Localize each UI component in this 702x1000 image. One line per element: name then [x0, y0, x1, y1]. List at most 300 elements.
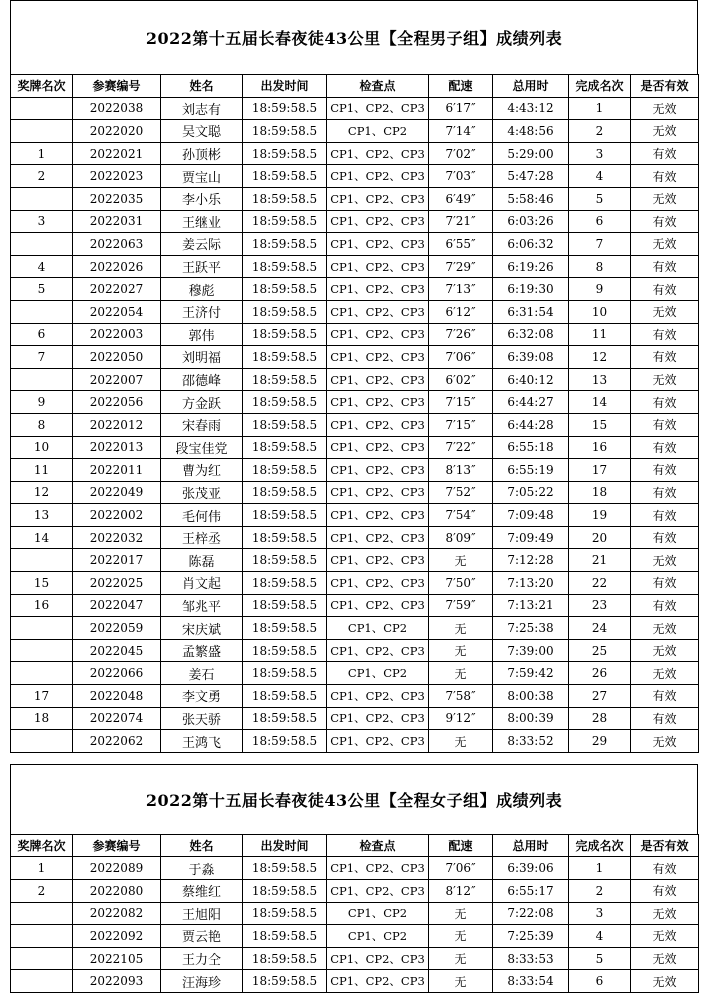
cell-pace: 7′13″ — [429, 278, 493, 301]
cell-validity: 有效 — [631, 165, 699, 188]
cell-name: 宋春雨 — [161, 413, 243, 436]
cell-pace: 7′06″ — [429, 857, 493, 880]
cell-total-time: 7:05:22 — [493, 481, 569, 504]
cell-name: 汪海珍 — [161, 970, 243, 993]
cell-start-time: 18:59:58.5 — [243, 255, 327, 278]
table-row — [11, 436, 699, 459]
cell-finish-rank: 16 — [569, 436, 631, 459]
column-header-pace: 配速 — [429, 834, 493, 857]
table-row — [11, 142, 699, 165]
cell-start-time: 18:59:58.5 — [243, 594, 327, 617]
table-row — [11, 346, 699, 369]
cell-bib-number: 2022027 — [73, 278, 161, 301]
column-header-bib-number: 参赛编号 — [73, 834, 161, 857]
cell-medal-rank: 6 — [11, 323, 73, 346]
cell-checkpoints: CP1、CP2、CP3 — [327, 278, 429, 301]
cell-total-time: 5:47:28 — [493, 165, 569, 188]
cell-total-time: 6:39:08 — [493, 346, 569, 369]
cell-start-time: 18:59:58.5 — [243, 142, 327, 165]
cell-bib-number: 2022066 — [73, 662, 161, 685]
table-row — [11, 300, 699, 323]
cell-total-time: 6:44:28 — [493, 413, 569, 436]
cell-total-time: 6:55:17 — [493, 880, 569, 903]
cell-bib-number: 2022063 — [73, 233, 161, 256]
cell-name: 张茂亚 — [161, 481, 243, 504]
cell-total-time: 7:12:28 — [493, 549, 569, 572]
column-header-name: 姓名 — [161, 75, 243, 98]
cell-validity: 有效 — [631, 459, 699, 482]
cell-finish-rank: 27 — [569, 685, 631, 708]
table-row — [11, 481, 699, 504]
cell-checkpoints: CP1、CP2、CP3 — [327, 857, 429, 880]
cell-finish-rank: 25 — [569, 639, 631, 662]
cell-medal-rank — [11, 970, 73, 993]
cell-total-time: 4:43:12 — [493, 97, 569, 120]
cell-pace: 8′09″ — [429, 526, 493, 549]
cell-medal-rank: 9 — [11, 391, 73, 414]
cell-medal-rank: 10 — [11, 436, 73, 459]
cell-medal-rank: 4 — [11, 255, 73, 278]
cell-bib-number: 2022047 — [73, 594, 161, 617]
cell-checkpoints: CP1、CP2 — [327, 120, 429, 143]
cell-start-time: 18:59:58.5 — [243, 970, 327, 993]
cell-checkpoints: CP1、CP2、CP3 — [327, 947, 429, 970]
cell-start-time: 18:59:58.5 — [243, 947, 327, 970]
cell-bib-number: 2022003 — [73, 323, 161, 346]
cell-name: 王济付 — [161, 300, 243, 323]
cell-bib-number: 2022080 — [73, 880, 161, 903]
cell-name: 段宝佳党 — [161, 436, 243, 459]
cell-finish-rank: 20 — [569, 526, 631, 549]
cell-medal-rank — [11, 97, 73, 120]
cell-medal-rank — [11, 187, 73, 210]
cell-validity: 无效 — [631, 925, 699, 948]
cell-name: 于淼 — [161, 857, 243, 880]
column-header-bib-number: 参赛编号 — [73, 75, 161, 98]
cell-finish-rank: 13 — [569, 368, 631, 391]
table-row — [11, 255, 699, 278]
table-row — [11, 391, 699, 414]
cell-medal-rank: 1 — [11, 857, 73, 880]
cell-medal-rank — [11, 639, 73, 662]
cell-start-time: 18:59:58.5 — [243, 572, 327, 595]
section-gap — [10, 753, 698, 764]
cell-bib-number: 2022023 — [73, 165, 161, 188]
column-header-checkpoints: 检查点 — [327, 834, 429, 857]
cell-pace: 7′22″ — [429, 436, 493, 459]
cell-validity: 无效 — [631, 902, 699, 925]
cell-start-time: 18:59:58.5 — [243, 187, 327, 210]
cell-bib-number: 2022054 — [73, 300, 161, 323]
cell-bib-number: 2022089 — [73, 857, 161, 880]
cell-validity: 有效 — [631, 323, 699, 346]
men-table-title: 2022第十五届长春夜徒43公里【全程男子组】成绩列表 — [10, 0, 698, 74]
table-row — [11, 857, 699, 880]
men-table-body — [11, 97, 699, 752]
cell-validity: 有效 — [631, 880, 699, 903]
cell-total-time: 6:55:19 — [493, 459, 569, 482]
cell-pace: 无 — [429, 617, 493, 640]
cell-checkpoints: CP1、CP2、CP3 — [327, 142, 429, 165]
cell-finish-rank: 2 — [569, 120, 631, 143]
cell-total-time: 5:29:00 — [493, 142, 569, 165]
cell-bib-number: 2022025 — [73, 572, 161, 595]
cell-validity: 有效 — [631, 346, 699, 369]
cell-start-time: 18:59:58.5 — [243, 707, 327, 730]
cell-bib-number: 2022017 — [73, 549, 161, 572]
cell-bib-number: 2022011 — [73, 459, 161, 482]
cell-finish-rank: 15 — [569, 413, 631, 436]
cell-medal-rank: 17 — [11, 685, 73, 708]
cell-medal-rank — [11, 120, 73, 143]
cell-pace: 无 — [429, 947, 493, 970]
cell-pace: 7′26″ — [429, 323, 493, 346]
cell-finish-rank: 1 — [569, 857, 631, 880]
cell-name: 吴文聪 — [161, 120, 243, 143]
cell-start-time: 18:59:58.5 — [243, 459, 327, 482]
cell-validity: 无效 — [631, 120, 699, 143]
results-sheet — [10, 0, 698, 993]
cell-bib-number: 2022026 — [73, 255, 161, 278]
column-header-start-time: 出发时间 — [243, 834, 327, 857]
cell-medal-rank: 2 — [11, 880, 73, 903]
cell-validity: 有效 — [631, 413, 699, 436]
cell-bib-number: 2022012 — [73, 413, 161, 436]
cell-validity: 无效 — [631, 730, 699, 753]
cell-name: 张天骄 — [161, 707, 243, 730]
cell-bib-number: 2022105 — [73, 947, 161, 970]
cell-checkpoints: CP1、CP2、CP3 — [327, 255, 429, 278]
column-header-medal-rank: 奖牌名次 — [11, 75, 73, 98]
cell-name: 宋庆斌 — [161, 617, 243, 640]
cell-checkpoints: CP1、CP2、CP3 — [327, 368, 429, 391]
cell-pace: 7′15″ — [429, 391, 493, 414]
cell-total-time: 6:06:32 — [493, 233, 569, 256]
cell-bib-number: 2022074 — [73, 707, 161, 730]
cell-start-time: 18:59:58.5 — [243, 902, 327, 925]
cell-medal-rank — [11, 300, 73, 323]
cell-bib-number: 2022049 — [73, 481, 161, 504]
cell-checkpoints: CP1、CP2、CP3 — [327, 504, 429, 527]
men-header-row — [11, 75, 699, 98]
women-header-row — [11, 834, 699, 857]
table-row — [11, 639, 699, 662]
table-row — [11, 413, 699, 436]
cell-medal-rank — [11, 617, 73, 640]
cell-name: 姜云际 — [161, 233, 243, 256]
cell-validity: 有效 — [631, 685, 699, 708]
cell-pace: 6′55″ — [429, 233, 493, 256]
cell-checkpoints: CP1、CP2、CP3 — [327, 233, 429, 256]
cell-total-time: 8:33:54 — [493, 970, 569, 993]
cell-finish-rank: 21 — [569, 549, 631, 572]
cell-pace: 无 — [429, 549, 493, 572]
table-row — [11, 685, 699, 708]
cell-checkpoints: CP1、CP2 — [327, 902, 429, 925]
cell-checkpoints: CP1、CP2、CP3 — [327, 594, 429, 617]
cell-name: 王力仝 — [161, 947, 243, 970]
cell-finish-rank: 11 — [569, 323, 631, 346]
cell-start-time: 18:59:58.5 — [243, 346, 327, 369]
cell-name: 孙顶彬 — [161, 142, 243, 165]
cell-total-time: 7:13:20 — [493, 572, 569, 595]
cell-checkpoints: CP1、CP2、CP3 — [327, 707, 429, 730]
table-row — [11, 662, 699, 685]
cell-finish-rank: 6 — [569, 210, 631, 233]
table-row — [11, 572, 699, 595]
cell-checkpoints: CP1、CP2、CP3 — [327, 413, 429, 436]
cell-validity: 无效 — [631, 97, 699, 120]
cell-name: 邵德峰 — [161, 368, 243, 391]
cell-name: 方金跃 — [161, 391, 243, 414]
cell-finish-rank: 1 — [569, 97, 631, 120]
column-header-medal-rank: 奖牌名次 — [11, 834, 73, 857]
cell-start-time: 18:59:58.5 — [243, 391, 327, 414]
cell-bib-number: 2022032 — [73, 526, 161, 549]
cell-total-time: 4:48:56 — [493, 120, 569, 143]
cell-bib-number: 2022045 — [73, 639, 161, 662]
cell-start-time: 18:59:58.5 — [243, 925, 327, 948]
cell-bib-number: 2022062 — [73, 730, 161, 753]
cell-total-time: 7:25:38 — [493, 617, 569, 640]
table-row — [11, 210, 699, 233]
cell-medal-rank: 13 — [11, 504, 73, 527]
cell-validity: 有效 — [631, 857, 699, 880]
cell-checkpoints: CP1、CP2、CP3 — [327, 549, 429, 572]
column-header-total-time: 总用时 — [493, 75, 569, 98]
cell-name: 贾云艳 — [161, 925, 243, 948]
cell-finish-rank: 28 — [569, 707, 631, 730]
cell-pace: 无 — [429, 925, 493, 948]
cell-pace: 7′59″ — [429, 594, 493, 617]
cell-start-time: 18:59:58.5 — [243, 323, 327, 346]
cell-total-time: 6:31:54 — [493, 300, 569, 323]
table-row — [11, 504, 699, 527]
cell-checkpoints: CP1、CP2、CP3 — [327, 481, 429, 504]
women-table-body — [11, 857, 699, 993]
cell-pace: 7′50″ — [429, 572, 493, 595]
cell-start-time: 18:59:58.5 — [243, 685, 327, 708]
column-header-validity: 是否有效 — [631, 834, 699, 857]
cell-validity: 无效 — [631, 639, 699, 662]
column-header-finish-rank: 完成名次 — [569, 834, 631, 857]
cell-start-time: 18:59:58.5 — [243, 210, 327, 233]
cell-total-time: 6:32:08 — [493, 323, 569, 346]
cell-finish-rank: 29 — [569, 730, 631, 753]
cell-pace: 7′52″ — [429, 481, 493, 504]
cell-name: 王鸿飞 — [161, 730, 243, 753]
cell-checkpoints: CP1、CP2、CP3 — [327, 300, 429, 323]
column-header-finish-rank: 完成名次 — [569, 75, 631, 98]
column-header-start-time: 出发时间 — [243, 75, 327, 98]
cell-pace: 6′12″ — [429, 300, 493, 323]
cell-pace: 7′03″ — [429, 165, 493, 188]
cell-start-time: 18:59:58.5 — [243, 120, 327, 143]
cell-total-time: 8:33:53 — [493, 947, 569, 970]
cell-start-time: 18:59:58.5 — [243, 639, 327, 662]
table-row — [11, 233, 699, 256]
table-row — [11, 526, 699, 549]
cell-checkpoints: CP1、CP2、CP3 — [327, 436, 429, 459]
cell-total-time: 7:39:00 — [493, 639, 569, 662]
cell-validity: 有效 — [631, 572, 699, 595]
cell-bib-number: 2022038 — [73, 97, 161, 120]
cell-finish-rank: 2 — [569, 880, 631, 903]
cell-finish-rank: 8 — [569, 255, 631, 278]
cell-name: 陈磊 — [161, 549, 243, 572]
cell-bib-number: 2022056 — [73, 391, 161, 414]
column-header-pace: 配速 — [429, 75, 493, 98]
cell-finish-rank: 7 — [569, 233, 631, 256]
cell-checkpoints: CP1、CP2、CP3 — [327, 346, 429, 369]
cell-checkpoints: CP1、CP2、CP3 — [327, 970, 429, 993]
cell-finish-rank: 4 — [569, 165, 631, 188]
cell-validity: 无效 — [631, 662, 699, 685]
cell-validity: 有效 — [631, 391, 699, 414]
cell-pace: 6′49″ — [429, 187, 493, 210]
cell-medal-rank — [11, 902, 73, 925]
cell-finish-rank: 14 — [569, 391, 631, 414]
column-header-validity: 是否有效 — [631, 75, 699, 98]
table-row — [11, 880, 699, 903]
cell-name: 王跃平 — [161, 255, 243, 278]
cell-start-time: 18:59:58.5 — [243, 880, 327, 903]
cell-finish-rank: 18 — [569, 481, 631, 504]
cell-validity: 无效 — [631, 300, 699, 323]
cell-start-time: 18:59:58.5 — [243, 368, 327, 391]
table-row — [11, 902, 699, 925]
table-row — [11, 165, 699, 188]
cell-checkpoints: CP1、CP2、CP3 — [327, 187, 429, 210]
cell-bib-number: 2022035 — [73, 187, 161, 210]
cell-total-time: 7:09:49 — [493, 526, 569, 549]
cell-medal-rank — [11, 662, 73, 685]
table-row — [11, 947, 699, 970]
cell-name: 贾宝山 — [161, 165, 243, 188]
cell-checkpoints: CP1、CP2 — [327, 925, 429, 948]
cell-total-time: 7:09:48 — [493, 504, 569, 527]
cell-name: 姜石 — [161, 662, 243, 685]
cell-medal-rank — [11, 368, 73, 391]
cell-total-time: 7:25:39 — [493, 925, 569, 948]
cell-finish-rank: 5 — [569, 947, 631, 970]
cell-name: 王继业 — [161, 210, 243, 233]
cell-validity: 有效 — [631, 707, 699, 730]
cell-finish-rank: 9 — [569, 278, 631, 301]
women-table-title: 2022第十五届长春夜徒43公里【全程女子组】成绩列表 — [10, 764, 698, 834]
cell-total-time: 8:33:52 — [493, 730, 569, 753]
cell-name: 刘志有 — [161, 97, 243, 120]
cell-total-time: 7:22:08 — [493, 902, 569, 925]
cell-bib-number: 2022002 — [73, 504, 161, 527]
cell-pace: 7′54″ — [429, 504, 493, 527]
cell-name: 穆彪 — [161, 278, 243, 301]
cell-total-time: 7:13:21 — [493, 594, 569, 617]
cell-finish-rank: 5 — [569, 187, 631, 210]
women-results-table — [10, 834, 699, 993]
cell-total-time: 6:40:12 — [493, 368, 569, 391]
table-row — [11, 187, 699, 210]
cell-name: 王梓丞 — [161, 526, 243, 549]
cell-start-time: 18:59:58.5 — [243, 617, 327, 640]
cell-medal-rank: 5 — [11, 278, 73, 301]
table-row — [11, 707, 699, 730]
cell-medal-rank: 14 — [11, 526, 73, 549]
cell-bib-number: 2022031 — [73, 210, 161, 233]
cell-pace: 7′21″ — [429, 210, 493, 233]
cell-checkpoints: CP1、CP2、CP3 — [327, 685, 429, 708]
column-header-checkpoints: 检查点 — [327, 75, 429, 98]
cell-validity: 有效 — [631, 142, 699, 165]
cell-total-time: 8:00:39 — [493, 707, 569, 730]
cell-medal-rank: 18 — [11, 707, 73, 730]
cell-validity: 有效 — [631, 504, 699, 527]
cell-name: 蔡维红 — [161, 880, 243, 903]
cell-name: 毛何伟 — [161, 504, 243, 527]
cell-pace: 6′17″ — [429, 97, 493, 120]
cell-validity: 无效 — [631, 970, 699, 993]
cell-bib-number: 2022092 — [73, 925, 161, 948]
cell-total-time: 6:19:30 — [493, 278, 569, 301]
cell-medal-rank — [11, 233, 73, 256]
cell-finish-rank: 6 — [569, 970, 631, 993]
cell-start-time: 18:59:58.5 — [243, 97, 327, 120]
cell-start-time: 18:59:58.5 — [243, 730, 327, 753]
cell-validity: 有效 — [631, 481, 699, 504]
cell-medal-rank — [11, 730, 73, 753]
cell-pace: 8′12″ — [429, 880, 493, 903]
cell-pace: 9′12″ — [429, 707, 493, 730]
cell-checkpoints: CP1、CP2、CP3 — [327, 210, 429, 233]
cell-validity: 有效 — [631, 278, 699, 301]
cell-total-time: 6:19:26 — [493, 255, 569, 278]
cell-validity: 有效 — [631, 594, 699, 617]
table-row — [11, 368, 699, 391]
cell-total-time: 6:39:06 — [493, 857, 569, 880]
cell-bib-number: 2022048 — [73, 685, 161, 708]
table-row — [11, 617, 699, 640]
cell-pace: 无 — [429, 730, 493, 753]
cell-total-time: 7:59:42 — [493, 662, 569, 685]
cell-finish-rank: 23 — [569, 594, 631, 617]
table-row — [11, 97, 699, 120]
cell-checkpoints: CP1、CP2、CP3 — [327, 880, 429, 903]
table-row — [11, 278, 699, 301]
cell-checkpoints: CP1、CP2、CP3 — [327, 572, 429, 595]
cell-pace: 无 — [429, 639, 493, 662]
cell-finish-rank: 17 — [569, 459, 631, 482]
cell-checkpoints: CP1、CP2、CP3 — [327, 323, 429, 346]
cell-validity: 有效 — [631, 526, 699, 549]
cell-checkpoints: CP1、CP2、CP3 — [327, 730, 429, 753]
cell-start-time: 18:59:58.5 — [243, 526, 327, 549]
cell-name: 李文勇 — [161, 685, 243, 708]
cell-checkpoints: CP1、CP2、CP3 — [327, 165, 429, 188]
cell-total-time: 6:03:26 — [493, 210, 569, 233]
cell-pace: 6′02″ — [429, 368, 493, 391]
cell-finish-rank: 26 — [569, 662, 631, 685]
cell-start-time: 18:59:58.5 — [243, 857, 327, 880]
cell-pace: 无 — [429, 970, 493, 993]
cell-checkpoints: CP1、CP2、CP3 — [327, 459, 429, 482]
cell-validity: 有效 — [631, 436, 699, 459]
cell-finish-rank: 10 — [569, 300, 631, 323]
cell-validity: 无效 — [631, 947, 699, 970]
cell-start-time: 18:59:58.5 — [243, 481, 327, 504]
cell-validity: 有效 — [631, 210, 699, 233]
cell-bib-number: 2022082 — [73, 902, 161, 925]
cell-bib-number: 2022020 — [73, 120, 161, 143]
